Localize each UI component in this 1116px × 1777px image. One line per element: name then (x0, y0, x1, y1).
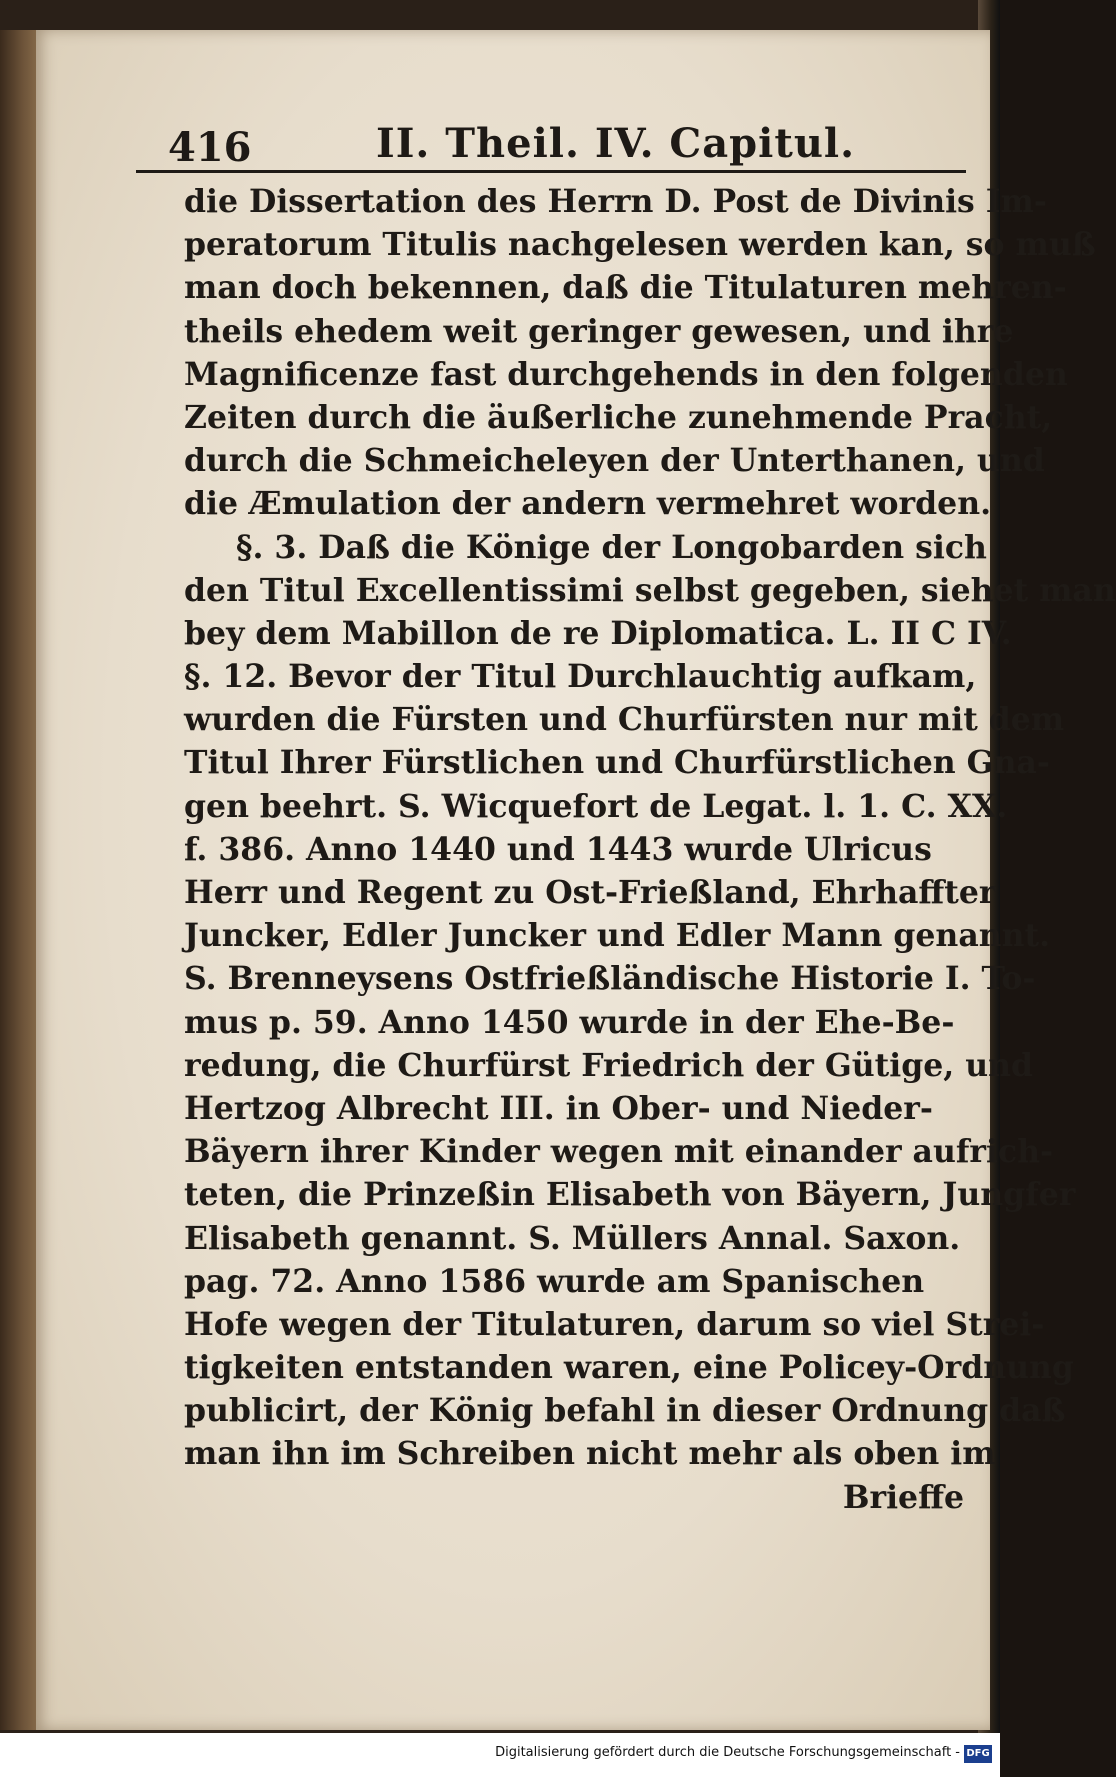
text-line: Magnificenze fast durchgehends in den folgenden (184, 355, 1068, 393)
text-line: tigkeiten entstanden waren, eine Policey-Ordnung (184, 1349, 1074, 1387)
running-head: II. Theil. IV. Capitul. (376, 120, 856, 167)
text-line: Herr und Regent zu Ost-Frießland, Ehrhaffter (184, 874, 996, 911)
text-line: Zeiten durch die äußerliche zunehmende Pracht, (184, 398, 1053, 436)
body-text (184, 180, 1116, 1519)
text-line: gen beehrt. S. Wicquefort de Legat. l. 1. C. XX. (184, 787, 1008, 825)
text-line: peratorum Titulis nachgelesen werden kan, so muß (184, 226, 1096, 264)
text-line: wurden die Fürsten und Churfürsten nur mit dem (184, 701, 1065, 739)
page-header (136, 110, 966, 173)
text-line: §. 12. Bevor der Titul Durchlauchtig aufkam, (184, 658, 977, 696)
text-line: durch die Schmeicheleyen der Unterthanen, und (184, 442, 1045, 480)
text-line: f. 386. Anno 1440 und 1443 wurde Ulricus (184, 830, 932, 868)
text-line: den Titul Excellentissimi selbst gegeben, siehet man (184, 571, 1116, 609)
digitization-footer (0, 1733, 1000, 1777)
text-line: die Æmulation der andern vermehret worden. (184, 485, 992, 523)
text-line: Hofe wegen der Titulaturen, darum so viel Strei- (184, 1305, 1045, 1343)
footer-credit: Digitalisierung gefördert durch die Deutsche Forschungsgemeinschaft - (495, 1745, 960, 1760)
text-line: theils ehedem weit geringer gewesen, und ihre (184, 312, 1014, 350)
book-page (36, 30, 1116, 1730)
text-line: die Dissertation des Herrn D. Post de Divinis Im- (184, 183, 1047, 220)
text-line: pag. 72. Anno 1586 wurde am Spanischen (184, 1262, 925, 1300)
text-line: mus p. 59. Anno 1450 wurde in der Ehe-Be- (184, 1003, 955, 1041)
text-line: Bäyern ihrer Kinder wegen mit einander aufrich- (184, 1133, 1054, 1171)
text-line: teten, die Prinzeßin Elisabeth von Bäyern, Jungfer (184, 1176, 1076, 1214)
text-line: S. Brenneysens Ostfrießländische Historie I. To- (184, 960, 1036, 998)
catchword: Brieffe (842, 1478, 964, 1516)
book-spine-edge (0, 30, 40, 1730)
paragraph-start-line: §. 3. Daß die Könige der Longobarden sich (236, 528, 987, 566)
text-line: publicirt, der König befahl in dieser Ordnung daß (184, 1392, 1066, 1430)
dfg-logo: DFG (964, 1745, 992, 1763)
text-line: Titul Ihrer Fürstlichen und Churfürstlichen Gna- (184, 744, 1050, 782)
text-line: man ihn im Schreiben nicht mehr als oben im (184, 1435, 996, 1473)
text-line: redung, die Churfürst Friedrich der Gütige, und (184, 1046, 1034, 1084)
text-line: Elisabeth genannt. S. Müllers Annal. Saxon. (184, 1219, 961, 1257)
text-line: bey dem Mabillon de re Diplomatica. L. II C IV. (184, 614, 1012, 652)
text-line: Hertzog Albrecht III. in Ober- und Nieder- (184, 1089, 933, 1127)
text-line: man doch bekennen, daß die Titulaturen mehren- (184, 269, 1067, 307)
text-line: Juncker, Edler Juncker und Edler Mann genannt. (184, 917, 1051, 955)
page-number: 416 (168, 124, 252, 171)
